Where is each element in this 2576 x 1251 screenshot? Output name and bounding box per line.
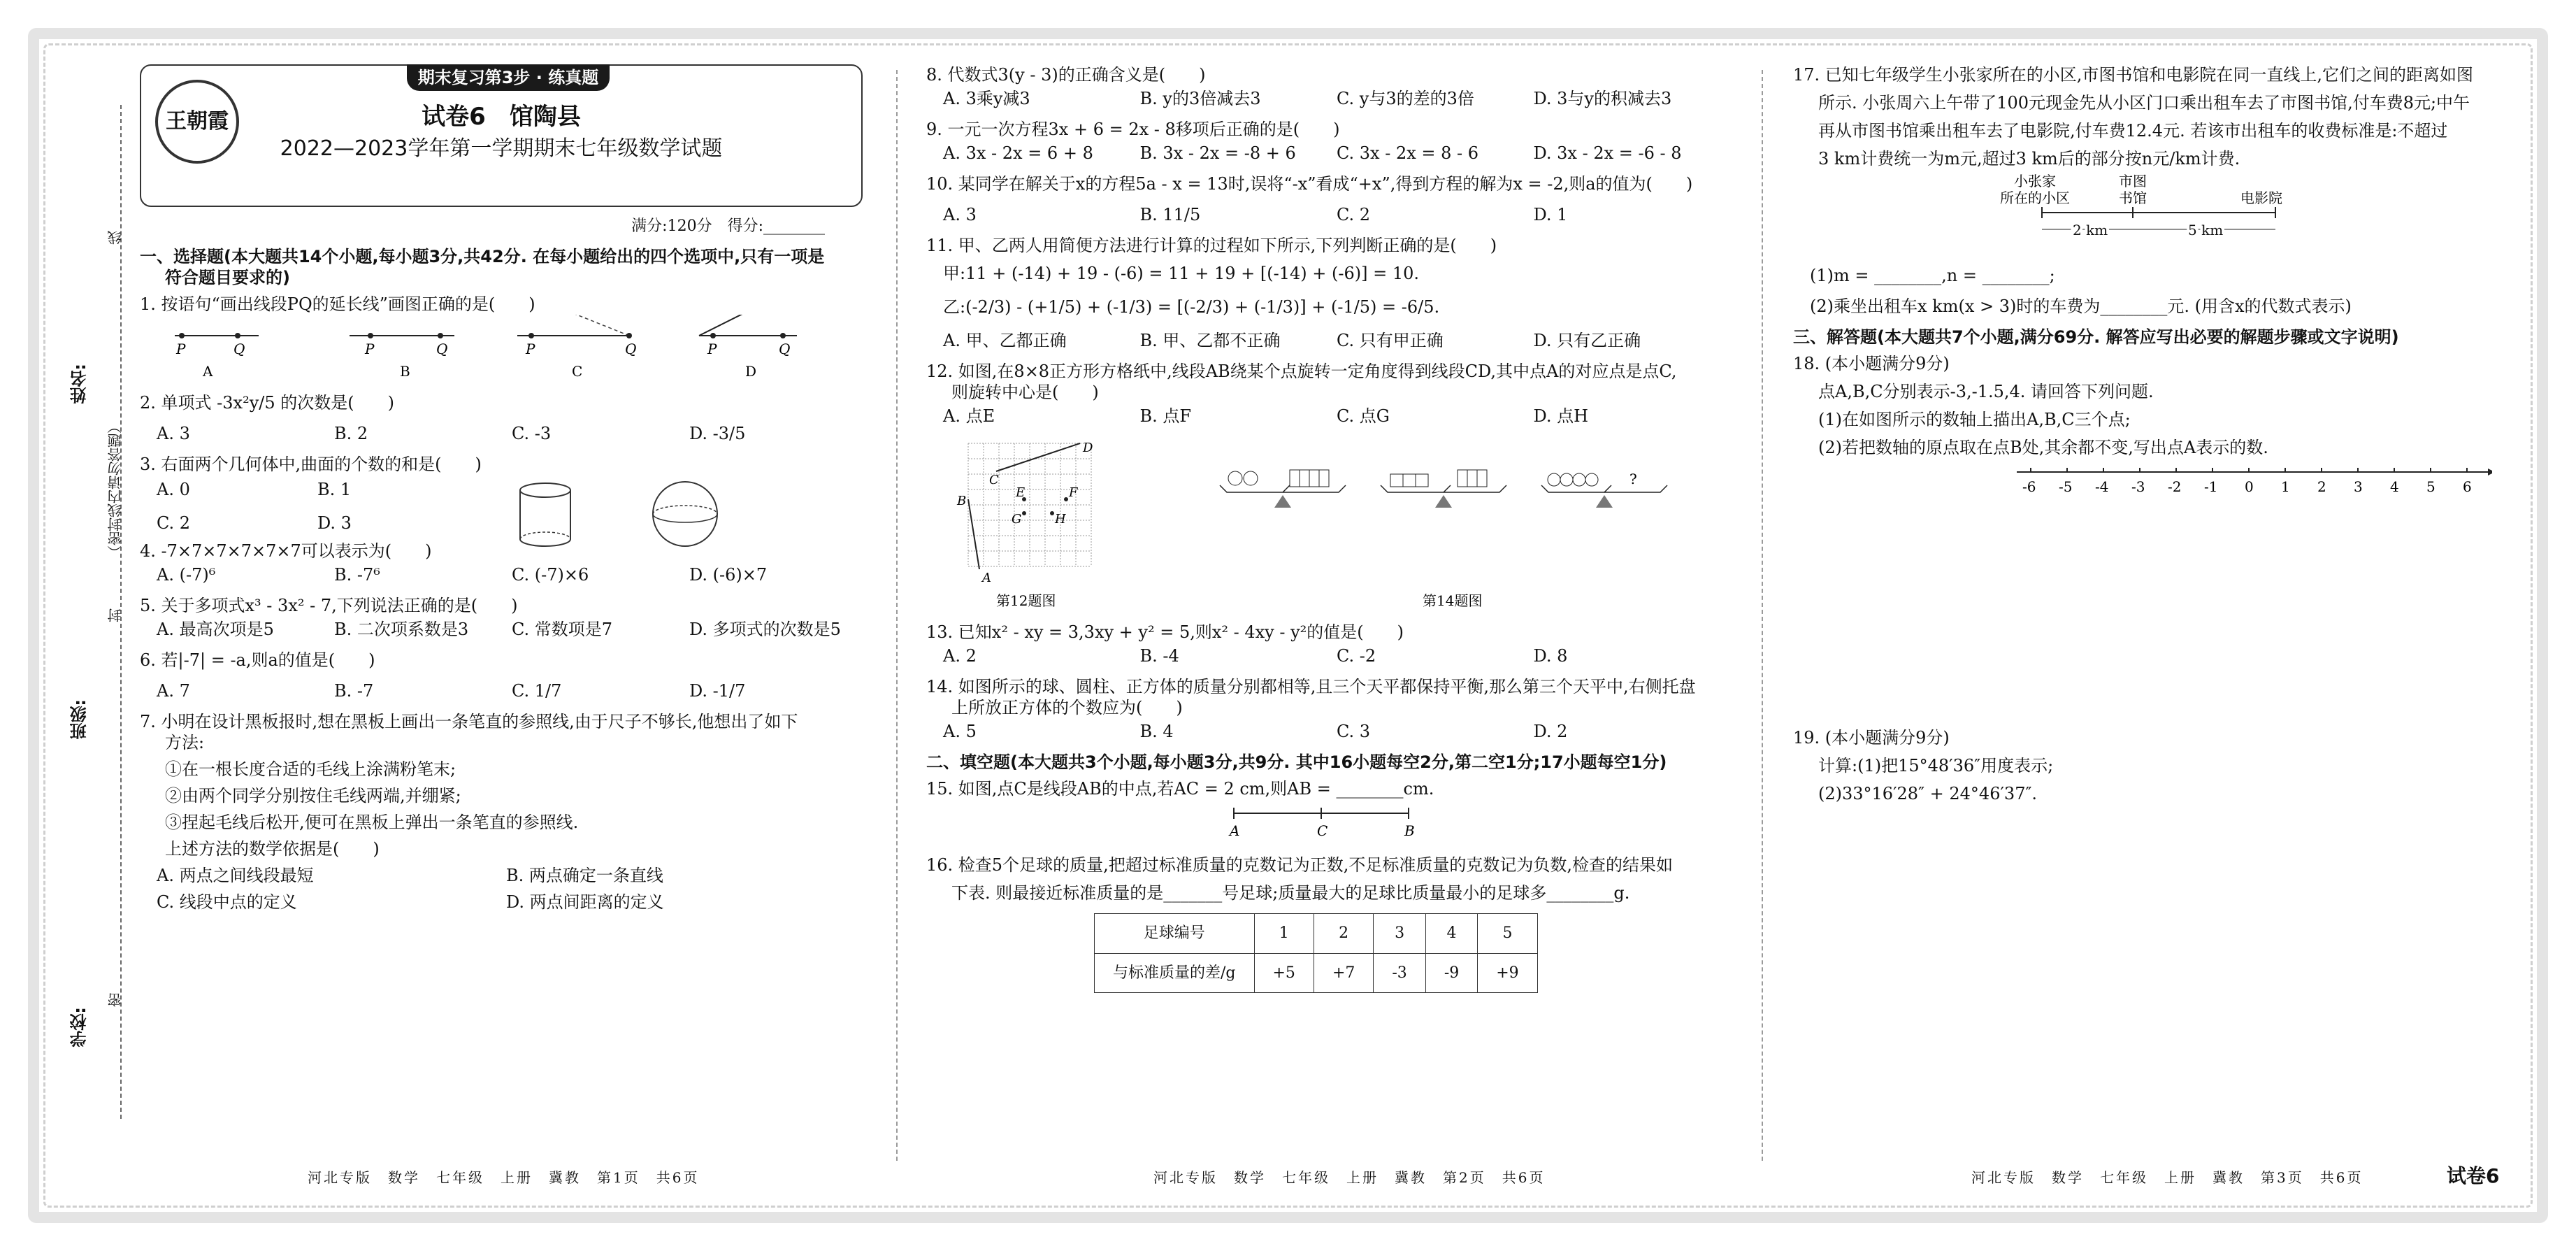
svg-text:P: P bbox=[176, 340, 186, 357]
table-cell: 4 bbox=[1425, 914, 1477, 954]
question-line-2: (2)33°16′28″ + 24°46′37″. bbox=[1818, 784, 2038, 803]
mark-feng: 封 bbox=[107, 608, 124, 622]
option-c[interactable]: C. 1/7 bbox=[512, 680, 562, 701]
exam-header bbox=[140, 64, 863, 207]
svg-text:市图: 市图 bbox=[2119, 173, 2147, 190]
question-line-3: (2)若把数轴的原点取在点B处,其余都不变,写出点A表示的数. bbox=[1818, 438, 2268, 457]
mark-xian: 线 bbox=[107, 231, 124, 245]
tick-label: 4 bbox=[2390, 478, 2399, 495]
question-text: 3. 右面两个几何体中,曲面的个数的和是( ) bbox=[140, 454, 482, 474]
balance-2 bbox=[1381, 470, 1506, 508]
table-row bbox=[1095, 953, 1538, 993]
question-16 bbox=[926, 855, 1730, 993]
step-2: ②由两个同学分别按住毛线两端,并绷紧; bbox=[165, 785, 461, 806]
svg-text:5 km: 5 km bbox=[2188, 222, 2224, 238]
question-text: 5. 关于多项式x³ - 3x² - 7,下列说法正确的是( ) bbox=[140, 595, 518, 615]
option-a[interactable]: A. 3 bbox=[157, 423, 190, 443]
question-18 bbox=[1793, 353, 2513, 512]
question-13 bbox=[926, 622, 1730, 666]
tick-label: 3 bbox=[2354, 478, 2363, 495]
option-d[interactable]: D. -1/7 bbox=[689, 680, 746, 701]
option-c[interactable]: C. 3x - 2x = 8 - 6 bbox=[1337, 143, 1479, 163]
option-b[interactable]: B. 两点确定一条直线 bbox=[506, 865, 663, 885]
option-a[interactable]: A. 5 bbox=[943, 722, 977, 741]
options bbox=[157, 564, 867, 585]
question-8 bbox=[926, 64, 1730, 109]
tick-label: -4 bbox=[2095, 478, 2109, 495]
question-text-2: 则旋转中心是( ) bbox=[951, 383, 1099, 402]
question-2 bbox=[140, 392, 867, 444]
question-text: 4. -7×7×7×7×7×7可以表示为( ) bbox=[140, 541, 432, 561]
section-2-heading: 二、填空题(本大题共3个小题,每小题3分,共9分. 其中16小题每空2分,第二空1分;17小题每空1分) bbox=[926, 752, 1667, 772]
question-ask: 上述方法的数学依据是( ) bbox=[165, 838, 380, 859]
table-cell: 1 bbox=[1254, 914, 1314, 954]
tick-label: -5 bbox=[2059, 478, 2073, 495]
svg-text:2 km: 2 km bbox=[2073, 222, 2108, 238]
table-cell: +7 bbox=[1314, 953, 1373, 993]
mark-mi: 密 bbox=[107, 993, 124, 1007]
question-14 bbox=[926, 676, 1730, 742]
svg-text:Q: Q bbox=[779, 340, 791, 357]
grid-figure bbox=[956, 441, 1093, 609]
svg-text:P: P bbox=[707, 340, 717, 357]
svg-text:A: A bbox=[203, 362, 213, 380]
school-label: 学校: bbox=[70, 1007, 89, 1048]
question-17 bbox=[1793, 64, 2513, 317]
calc-yi: 乙:(-2/3) - (+1/5) + (-1/3) = [(-2/3) + (-1/3)] + (-1/5) = -6/5. bbox=[943, 297, 1440, 317]
option-b[interactable]: B. 1 bbox=[317, 479, 352, 499]
question-3 bbox=[140, 454, 867, 534]
question-text: 19. (本小题满分9分) bbox=[1793, 728, 1950, 748]
question-line-1: 计算:(1)把15°48′36″用度表示; bbox=[1818, 756, 2054, 775]
q1-option-d bbox=[699, 315, 797, 380]
options bbox=[157, 680, 867, 701]
table-header: 足球编号 bbox=[1095, 914, 1255, 954]
option-d[interactable]: D. 两点间距离的定义 bbox=[506, 892, 664, 912]
tick-label: -1 bbox=[2204, 478, 2218, 495]
step-3: ③捏起毛线后松开,便可在黑板上弹出一条笔直的参照线. bbox=[165, 812, 579, 832]
svg-text:B: B bbox=[400, 362, 410, 380]
svg-text:P: P bbox=[365, 340, 375, 357]
options bbox=[157, 479, 478, 534]
svg-text:小张家: 小张家 bbox=[2014, 173, 2056, 190]
tick-label: -2 bbox=[2168, 478, 2182, 495]
page-2 bbox=[926, 64, 1730, 1155]
table-cell: -3 bbox=[1374, 953, 1425, 993]
options bbox=[943, 406, 1730, 427]
number-line bbox=[1793, 458, 2492, 507]
svg-text:B: B bbox=[957, 494, 967, 508]
exam-subtitle: 2022—2023学年第一学期期末七年级数学试题 bbox=[280, 136, 723, 161]
svg-text:第12题图: 第12题图 bbox=[996, 592, 1056, 609]
option-d[interactable]: D. 8 bbox=[1533, 646, 1568, 666]
brand-logo: 王朝霞 bbox=[155, 80, 239, 164]
option-c[interactable]: C. 2 bbox=[1337, 205, 1371, 224]
question-text: 14. 如图所示的球、圆柱、正方体的质量分别都相等,且三个天平都保持平衡,那么第三个天平中,右侧托盘 bbox=[926, 677, 1696, 696]
option-d[interactable]: D. 3x - 2x = -6 - 8 bbox=[1533, 143, 1682, 163]
option-c[interactable]: C. (-7)×6 bbox=[512, 564, 589, 585]
svg-text:书馆: 书馆 bbox=[2119, 190, 2147, 206]
tick-label: -3 bbox=[2131, 478, 2145, 495]
options bbox=[943, 143, 1730, 164]
q1-option-c bbox=[517, 315, 636, 380]
svg-text:C: C bbox=[1317, 822, 1328, 839]
question-text-4: 3 km计费统一为m元,超过3 km后的部分按n元/km计费. bbox=[1818, 149, 2240, 169]
option-d[interactable]: D. -3/5 bbox=[689, 423, 746, 443]
arrow-icon bbox=[2488, 469, 2492, 476]
section-1-heading-2: 符合题目要求的) bbox=[165, 267, 290, 287]
option-a[interactable]: A. 3x - 2x = 6 + 8 bbox=[943, 143, 1093, 163]
option-b[interactable]: B. 4 bbox=[1139, 722, 1174, 741]
column-divider bbox=[1762, 70, 1763, 1161]
svg-text:G: G bbox=[1012, 512, 1022, 527]
options bbox=[943, 330, 1730, 351]
question-text: 1. 按语句“画出线段PQ的延长线”画图正确的是( ) bbox=[140, 294, 535, 314]
question-12 bbox=[926, 361, 1730, 616]
option-c[interactable]: C. -2 bbox=[1337, 646, 1376, 666]
exam-title: 试卷6 馆陶县 bbox=[422, 103, 581, 131]
option-d[interactable]: D. 3与y的积减去3 bbox=[1533, 89, 1672, 108]
option-c[interactable]: C. 3 bbox=[1337, 722, 1371, 741]
sphere-figure bbox=[653, 482, 717, 546]
tick-label: 2 bbox=[2317, 478, 2326, 495]
question-text-2: 上所放正方体的个数应为( ) bbox=[951, 698, 1183, 717]
football-table bbox=[1094, 913, 1538, 993]
option-b[interactable]: B. y的3倍减去3 bbox=[1139, 89, 1261, 108]
question-text: 6. 若|-7| = -a,则a的值是( ) bbox=[140, 650, 375, 670]
option-d[interactable]: D. 3 bbox=[317, 513, 352, 533]
option-b[interactable]: B. 点F bbox=[1139, 406, 1192, 426]
seal-note: （密封线内请勿答题） bbox=[107, 420, 124, 559]
answer-space bbox=[1793, 517, 2513, 727]
svg-text:E: E bbox=[1016, 485, 1026, 500]
option-a[interactable]: A. 3乘y减3 bbox=[943, 89, 1030, 108]
table-row bbox=[1095, 914, 1538, 954]
question-10 bbox=[926, 173, 1730, 225]
tick-label: 6 bbox=[2463, 478, 2472, 495]
question-text: 7. 小明在设计黑板报时,想在黑板上画出一条笔直的参照线,由于尺子不够长,他想出了如下 bbox=[140, 711, 798, 731]
option-c[interactable]: C. y与3的差的3倍 bbox=[1337, 89, 1474, 108]
svg-text:Q: Q bbox=[436, 340, 448, 357]
sub-question-2: (2)乘坐出租车x km(x > 3)时的车费为________元. (用含x的代数式表示) bbox=[1810, 296, 2352, 316]
option-c[interactable]: C. 线段中点的定义 bbox=[157, 892, 297, 912]
svg-text:B: B bbox=[1404, 822, 1415, 839]
question-text-2: 方法: bbox=[165, 732, 205, 752]
option-d[interactable]: D. 1 bbox=[1533, 205, 1568, 224]
question-text: 11. 甲、乙两人用简便方法进行计算的过程如下所示,下列判断正确的是( ) bbox=[926, 236, 1497, 255]
section-3-heading: 三、解答题(本大题共7个小题,满分69分. 解答应写出必要的解题步骤或文字说明) bbox=[1793, 327, 2399, 347]
question-text: 16. 检查5个足球的质量,把超过标准质量的克数记为正数,不足标准质量的克数记为负数,检查的结果如 bbox=[926, 855, 1673, 875]
figures-12-14 bbox=[926, 436, 1709, 611]
question-text: 18. (本小题满分9分) bbox=[1793, 354, 1950, 373]
section-heading bbox=[140, 246, 867, 288]
question-text: 8. 代数式3(y - 3)的正确含义是( ) bbox=[926, 65, 1206, 85]
option-a[interactable]: A. 甲、乙都正确 bbox=[943, 331, 1067, 350]
question-text: 15. 如图,点C是线段AB的中点,若AC = 2 cm,则AB = ________cm. bbox=[926, 779, 1434, 799]
sub-question-1: (1)m = ________,n = ________; bbox=[1810, 266, 2055, 285]
tick-label: 5 bbox=[2426, 478, 2435, 495]
option-c[interactable]: C. 只有甲正确 bbox=[1337, 331, 1444, 350]
options bbox=[157, 865, 867, 913]
table-cell: +9 bbox=[1478, 953, 1537, 993]
question-text: 9. 一元一次方程3x + 6 = 2x - 8移项后正确的是( ) bbox=[926, 120, 1340, 139]
option-a[interactable]: A. 0 bbox=[157, 479, 190, 499]
svg-text:P: P bbox=[526, 340, 535, 357]
option-a[interactable]: A. 最高次项是5 bbox=[157, 619, 274, 639]
distance-map bbox=[1793, 169, 2492, 253]
svg-text:第14题图: 第14题图 bbox=[1423, 592, 1483, 609]
tick-label: 1 bbox=[2281, 478, 2290, 495]
options bbox=[157, 423, 867, 444]
option-b[interactable]: B. -4 bbox=[1139, 646, 1179, 666]
page-1 bbox=[140, 64, 867, 1155]
question-text: 10. 某同学在解关于x的方程5a - x = 13时,误将“-x”看成“+x”,得到方程的解为x = -2,则a的值为( ) bbox=[926, 174, 1693, 194]
option-d[interactable]: D. 点H bbox=[1533, 406, 1589, 426]
column-divider bbox=[896, 70, 898, 1161]
svg-text:A: A bbox=[982, 571, 991, 585]
q1-option-b bbox=[350, 333, 454, 380]
section-1-heading: 一、选择题(本大题共14个小题,每小题3分,共42分. 在每小题给出的四个选项中,只有一项是 bbox=[140, 246, 825, 266]
calc-jia: 甲:11 + (-14) + 19 - (-6) = 11 + 19 + [(-14) + (-6)] = 10. bbox=[943, 264, 1420, 283]
option-d[interactable]: D. (-6)×7 bbox=[689, 564, 768, 585]
options bbox=[943, 88, 1730, 109]
footer-page-1: 河北专版 数学 七年级 上册 冀教 第1页 共6页 bbox=[308, 1169, 700, 1186]
tick-label: -6 bbox=[2022, 478, 2036, 495]
exam-badge: 试卷6 bbox=[2447, 1164, 2500, 1187]
question-line-1: 点A,B,C分别表示-3,-1.5,4. 请回答下列问题. bbox=[1818, 382, 2154, 401]
score-line: 满分:120分 得分:________ bbox=[631, 217, 825, 235]
question-15 bbox=[926, 778, 1730, 849]
footer-page-2: 河北专版 数学 七年级 上册 冀教 第2页 共6页 bbox=[1153, 1169, 1546, 1186]
option-c[interactable]: C. 点G bbox=[1337, 406, 1390, 426]
question-text: 13. 已知x² - xy = 3,3xy + y² = 5,则x² - 4xy - y²的值是( ) bbox=[926, 622, 1404, 642]
table-cell: -9 bbox=[1425, 953, 1477, 993]
option-b[interactable]: B. 3x - 2x = -8 + 6 bbox=[1139, 143, 1296, 163]
option-d[interactable]: D. 只有乙正确 bbox=[1533, 331, 1641, 350]
option-a[interactable]: A. 3 bbox=[943, 205, 977, 224]
question-text-2: 所示. 小张周六上午带了100元现金先从小区门口乘出租车去了市图书馆,付车费8元;中午 bbox=[1818, 93, 2470, 113]
step-1: ①在一根长度合适的毛线上涂满粉笔末; bbox=[165, 759, 456, 779]
option-a[interactable]: A. 2 bbox=[943, 646, 977, 666]
option-c[interactable]: C. 2 bbox=[157, 513, 191, 533]
option-b[interactable]: B. 二次项系数是3 bbox=[334, 619, 469, 639]
question-6 bbox=[140, 650, 867, 701]
option-a[interactable]: A. 两点之间线段最短 bbox=[157, 865, 314, 885]
svg-text:D: D bbox=[1083, 441, 1093, 455]
option-a[interactable]: A. 7 bbox=[157, 680, 190, 701]
svg-text:C: C bbox=[989, 473, 999, 487]
balance-3 bbox=[1541, 471, 1667, 508]
question-1 bbox=[140, 294, 867, 387]
option-d[interactable]: D. 多项式的次数是5 bbox=[689, 619, 841, 639]
option-b[interactable]: B. 11/5 bbox=[1139, 205, 1201, 224]
question-text: 12. 如图,在8×8正方形方格纸中,线段AB绕某个点旋转一定角度得到线段CD,其中点A的对应点是点C, bbox=[926, 362, 1677, 381]
options bbox=[943, 204, 1730, 225]
option-b[interactable]: B. 甲、乙都不正确 bbox=[1139, 331, 1281, 350]
option-c[interactable]: C. -3 bbox=[512, 423, 552, 443]
svg-text:C: C bbox=[572, 362, 583, 380]
question-text: 17. 已知七年级学生小张家所在的小区,市图书馆和电影院在同一直线上,它们之间的距离如图 bbox=[1793, 65, 2474, 85]
solid-figures bbox=[503, 478, 769, 555]
option-c[interactable]: C. 常数项是7 bbox=[512, 619, 613, 639]
svg-text:?: ? bbox=[1629, 471, 1637, 487]
table-header: 与标准质量的差/g bbox=[1095, 953, 1255, 993]
option-d[interactable]: D. 2 bbox=[1533, 722, 1568, 741]
balance-figure bbox=[1220, 470, 1667, 609]
svg-text:电影院: 电影院 bbox=[2240, 190, 2282, 206]
table-cell: 2 bbox=[1314, 914, 1373, 954]
question-text-3: 再从市图书馆乘出租车去了电影院,付车费12.4元. 若该市出租车的收费标准是:不超过 bbox=[1818, 121, 2448, 141]
svg-text:D: D bbox=[745, 362, 757, 380]
question-11 bbox=[926, 235, 1730, 351]
q1-figures bbox=[140, 315, 839, 382]
question-text: 2. 单项式 -3x²y/5 的次数是( ) bbox=[140, 392, 394, 413]
question-9 bbox=[926, 119, 1730, 164]
option-b[interactable]: B. 2 bbox=[334, 423, 368, 443]
question-line-2: (1)在如图所示的数轴上描出A,B,C三个点; bbox=[1818, 410, 2131, 429]
option-b[interactable]: B. -7 bbox=[334, 680, 374, 701]
name-label: 姓名: bbox=[70, 364, 89, 404]
q1-option-a bbox=[175, 333, 259, 380]
tick-label: 0 bbox=[2245, 478, 2254, 495]
options bbox=[943, 721, 1730, 742]
table-cell: +5 bbox=[1254, 953, 1314, 993]
svg-text:Q: Q bbox=[233, 340, 245, 357]
page-3 bbox=[1793, 64, 2513, 1155]
options bbox=[943, 645, 1730, 666]
svg-text:F: F bbox=[1069, 485, 1078, 500]
table-cell: 3 bbox=[1374, 914, 1425, 954]
option-a[interactable]: A. (-7)⁶ bbox=[157, 564, 216, 585]
question-5 bbox=[140, 595, 867, 640]
review-tag: 期末复习第3步 · 练真题 bbox=[407, 64, 610, 91]
option-b[interactable]: B. -7⁶ bbox=[334, 564, 380, 585]
table-cell: 5 bbox=[1478, 914, 1537, 954]
footer-page-3: 河北专版 数学 七年级 上册 冀教 第3页 共6页 bbox=[1971, 1169, 2363, 1186]
options bbox=[157, 619, 867, 640]
svg-text:所在的小区: 所在的小区 bbox=[2000, 190, 2070, 206]
question-7 bbox=[140, 711, 867, 913]
question-19 bbox=[1793, 727, 2513, 804]
balance-1 bbox=[1220, 470, 1346, 508]
svg-text:A: A bbox=[1230, 822, 1240, 839]
segment-figure bbox=[926, 799, 1709, 844]
class-label: 班级: bbox=[70, 699, 89, 740]
option-a[interactable]: A. 点E bbox=[943, 406, 995, 426]
svg-text:Q: Q bbox=[625, 340, 637, 357]
cylinder-figure bbox=[520, 483, 570, 546]
svg-text:H: H bbox=[1055, 512, 1066, 527]
question-text-2: 下表. 则最接近标准质量的是_______号足球;质量最大的足球比质量最小的足球多________g. bbox=[951, 883, 1630, 903]
